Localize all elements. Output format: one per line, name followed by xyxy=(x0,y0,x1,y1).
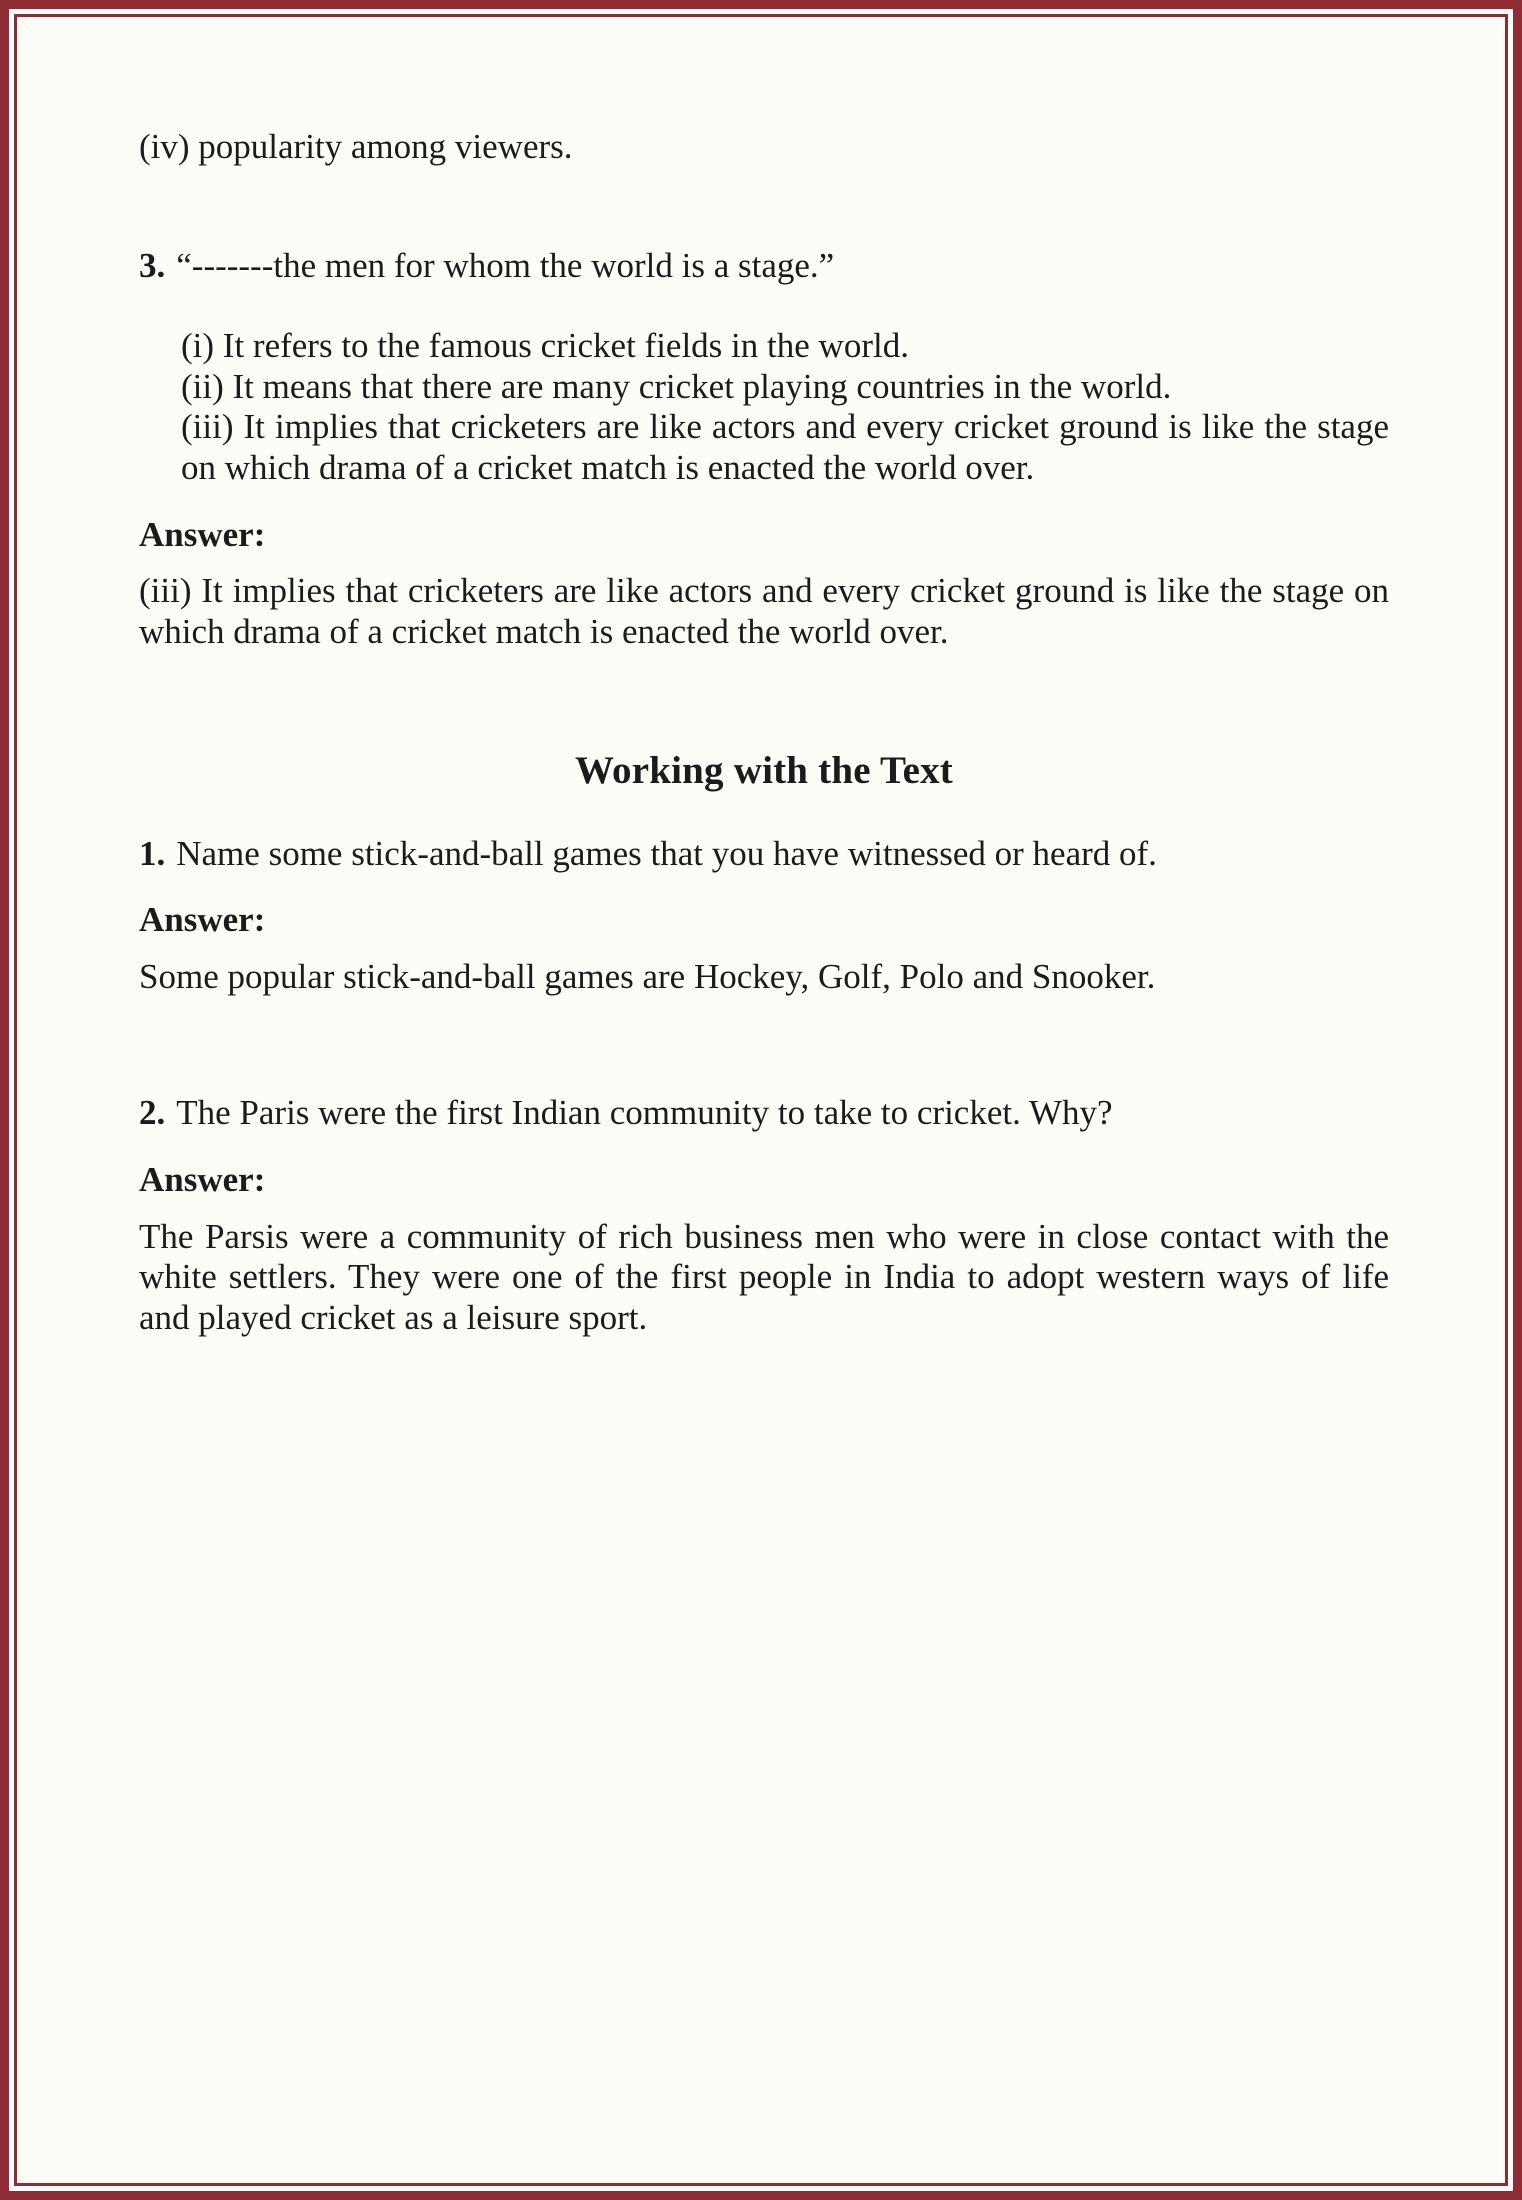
question-3-options xyxy=(139,326,1389,488)
question-3-number: 3. xyxy=(139,245,166,285)
spacer xyxy=(139,1134,1389,1160)
spacer xyxy=(139,1201,1389,1217)
question-1-answer-label: Answer: xyxy=(139,900,266,940)
spacer xyxy=(139,286,1389,326)
option-ii: (ii) It means that there are many cricket playing countries in the world. xyxy=(181,366,1172,406)
document-page xyxy=(19,19,1503,2181)
spacer xyxy=(139,794,1389,834)
spacer xyxy=(139,168,1389,246)
question-1-text: Name some stick-and-ball games that you have witnessed or heard of. xyxy=(176,833,1157,873)
page-border-inner xyxy=(14,14,1508,2186)
question-2 xyxy=(139,1093,1389,1134)
document-body xyxy=(139,127,1389,1338)
option-i: (i) It refers to the famous cricket fields in the world. xyxy=(181,326,909,366)
question-2-text: The Paris were the first Indian community to take to cricket. Why? xyxy=(176,1093,1113,1133)
spacer xyxy=(139,555,1389,571)
spacer xyxy=(139,874,1389,900)
question-3-answer-label: Answer: xyxy=(139,514,266,554)
question-2-number: 2. xyxy=(139,1093,166,1133)
spacer xyxy=(139,652,1389,748)
spacer xyxy=(139,941,1389,957)
question-3-answer-text: (iii) It implies that cricketers are like actors and every cricket ground is like the stage on which drama of a cricket match is enacted the world over. xyxy=(139,571,1389,651)
section-heading-working-with-the-text: Working with the Text xyxy=(574,749,953,793)
question-3-text: “-------the men for whom the world is a stage.” xyxy=(176,245,835,285)
question-2-answer-text: The Parsis were a community of rich business men who were in close contact with the white settlers. They were one of the first people in India to adopt western ways of life and played cricket as a leisure sport. xyxy=(139,1216,1389,1337)
option-iii: (iii) It implies that cricketers are like actors and every cricket ground is like the stage on which drama of a cricket match is enacted the world over. xyxy=(181,407,1389,487)
carryover-option-iv: (iv) popularity among viewers. xyxy=(139,127,573,166)
spacer xyxy=(139,489,1389,515)
question-3 xyxy=(139,246,1389,287)
question-1-answer-text: Some popular stick-and-ball games are Hockey, Golf, Polo and Snooker. xyxy=(139,956,1156,996)
question-2-answer-label: Answer: xyxy=(139,1159,266,1199)
question-1-number: 1. xyxy=(139,833,166,873)
question-1 xyxy=(139,834,1389,875)
spacer xyxy=(139,997,1389,1093)
